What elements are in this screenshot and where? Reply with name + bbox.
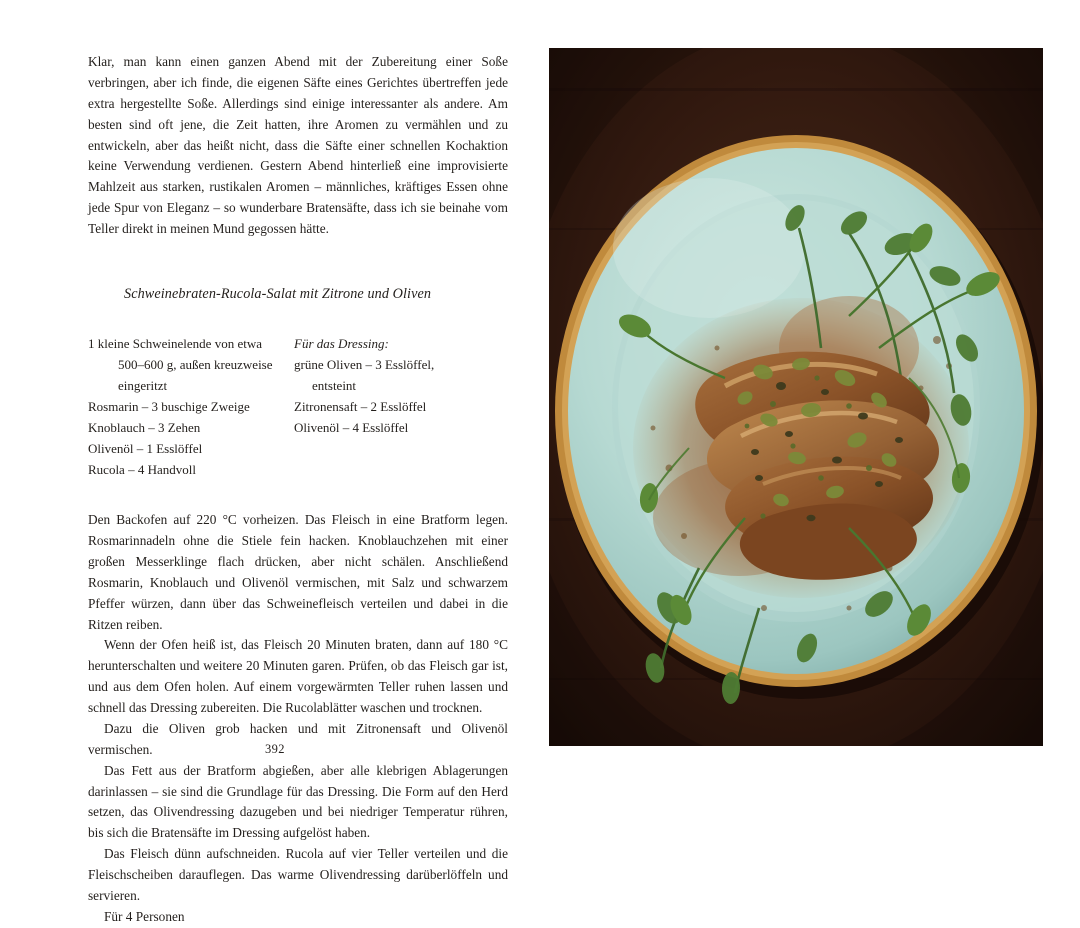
ingredient-item: Zitronensaft – 2 Esslöffel — [294, 399, 427, 415]
ingredient-item: Olivenöl – 1 Esslöffel — [88, 441, 203, 457]
serves-note: Für 4 Personen — [104, 908, 185, 924]
ingredient-item: Rucola – 4 Handvoll — [88, 462, 196, 478]
method-paragraph: Dazu die Oliven grob hacken und mit Zitronensaft und Olivenöl vermischen. — [88, 720, 508, 757]
ingredient-item: grüne Oliven – 3 Esslöffel, — [294, 356, 435, 372]
method-paragraph: Wenn der Ofen heiß ist, das Fleisch 20 Minuten braten, dann auf 180 °C herunterschalten und weitere 20 Minuten garen. Prüfen, ob das Fleisch gar ist, und aus dem Ofen holen. Auf einem vorgewärmten Teller ruhen lassen und schnell das Dressing zubereiten. Die Rucolablätter waschen und trocknen. — [88, 637, 508, 716]
ingredient-item: Knoblauch – 3 Zehen — [88, 420, 201, 436]
ingredient-item: 1 kleine Schweinelende von etwa — [88, 335, 262, 351]
ingredients-column-left — [88, 333, 294, 480]
ingredients-section — [88, 333, 508, 480]
page-number: 392 — [265, 742, 285, 756]
ingredient-item: Olivenöl – 4 Esslöffel — [294, 420, 409, 436]
ingredient-item-continued: 500–600 g, außen kreuzweise — [118, 356, 273, 372]
recipe-title: Schweinebraten-Rucola-Salat mit Zitrone und Oliven — [124, 285, 432, 302]
dressing-heading: Für das Dressing: — [294, 335, 389, 351]
method-paragraph: Das Fleisch dünn aufschneiden. Rucola auf vier Teller verteilen und die Fleischscheiben darauflegen. Das warme Olivendressing darüberlöffeln und servieren. — [88, 846, 508, 903]
ingredient-item: Rosmarin – 3 buschige Zweige — [88, 399, 250, 415]
method-paragraph: Den Backofen auf 220 °C vorheizen. Das Fleisch in eine Bratform legen. Rosmarinnadeln ohne die Stiele fein hacken. Knoblauchzehen mit einer großen Messerklinge flach drücken, aber nicht schälen. Anschließend Rosmarin, Knoblauch und Olivenöl vermischen, mit Salz und schwarzem Pfeffer würzen, dann über das Schweinefleisch verteilen und dabei in die Ritzen reiben. — [88, 512, 508, 632]
text-column — [88, 52, 508, 928]
recipe-photo — [549, 48, 1043, 746]
ingredient-item-continued: eingeritzt — [118, 377, 168, 393]
recipe-title-wrapper — [88, 286, 508, 303]
ingredients-column-right — [294, 333, 504, 480]
recipe-photo-illustration — [549, 48, 1043, 746]
intro-paragraph: Klar, man kann einen ganzen Abend mit der Zubereitung einer Soße verbringen, aber ich finde, die eigenen Säfte eines Gerichtes übertreffen jede extra hergestellte Soße. Allerdings sind einige interessanter als andere. Am besten sind oft jene, die Zeit hatten, ihre Aromen zu vermählen und zu entwickeln, aber das heißt nicht, dass die Säfte einer schnellen Kochaktion keine Verwendung verdienen. Gestern Abend hinterließ eine improvisierte Mahlzeit aus starken, rustikalen Aromen – männliches, kräftiges Essen ohne jede Spur von Eleganz – so wunderbare Bratensäfte, dass ich sie beinahe vom Teller direkt in meinen Mund gegossen hätte. — [88, 54, 508, 236]
ingredient-item-continued: entsteint — [312, 377, 357, 393]
method-paragraph: Das Fett aus der Bratform abgießen, aber alle klebrigen Ablagerungen darinlassen – sie sind die Grundlage für das Dressing. Die Form auf den Herd setzen, das Olivendressing dazugeben und bei niedriger Temperatur rühren, bis sich die Bratensäfte im Dressing aufgelöst haben. — [88, 762, 508, 841]
method-section — [88, 510, 508, 928]
